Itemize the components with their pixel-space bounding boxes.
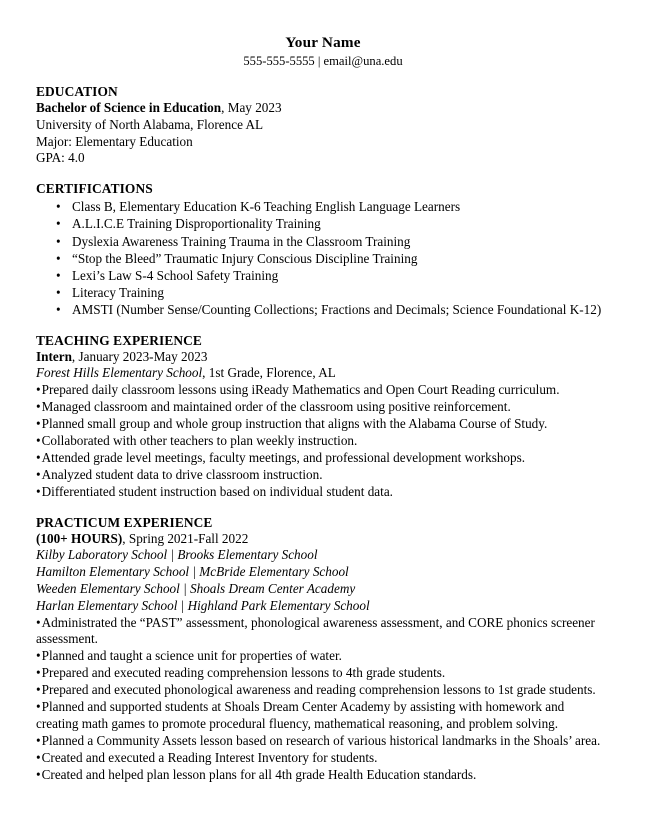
list-item	[36, 267, 610, 284]
teaching-role-date: , January 2023-May 2023	[71, 348, 208, 364]
candidate-name: Your Name	[285, 34, 361, 51]
duty-text: Created and executed a Reading Interest Inventory for students.	[41, 749, 378, 765]
contact-line: 555-555-5555 | email@una.edu	[243, 54, 403, 68]
duty-text: Prepared daily classroom lessons using iReady Mathematics and Open Court Reading curriculum.	[41, 382, 560, 398]
practicum-hours-line	[36, 531, 610, 548]
bullet-icon: •	[56, 199, 61, 215]
bullet-icon: •	[56, 233, 61, 249]
education-major: Major: Elementary Education	[36, 133, 193, 149]
bullet-icon: •	[36, 432, 41, 448]
practicum-school-line: Harlan Elementary School | Highland Park Elementary School	[36, 597, 370, 613]
education-degree: Bachelor of Science in Education	[36, 100, 222, 115]
bullet-icon: •	[36, 648, 41, 664]
teaching-school: Forest Hills Elementary School	[36, 365, 203, 381]
bullet-icon: •	[36, 399, 41, 415]
duty-text: Created and helped plan lesson plans for all 4th grade Health Education standards.	[41, 766, 477, 782]
list-item	[36, 665, 610, 682]
certification-text: Class B, Elementary Education K-6 Teaching English Language Learners	[72, 199, 461, 215]
practicum-school-line: Weeden Elementary School | Shoals Dream Center Academy	[36, 580, 356, 596]
bullet-icon: •	[56, 250, 61, 266]
bullet-icon: •	[36, 766, 41, 782]
bullet-icon: •	[36, 614, 41, 630]
duty-text: Planned and supported students at Shoals Dream Center Academy by assisting with homework and creating math games to promote procedural fluency, mathematical reasoning, and problem solving.	[36, 699, 565, 731]
teaching-experience-section-title: TEACHING EXPERIENCE	[36, 332, 202, 348]
duty-text: Managed classroom and maintained order of the classroom using positive reinforcement.	[41, 399, 511, 415]
duty-text: Planned and taught a science unit for properties of water.	[41, 648, 342, 664]
certification-text: Literacy Training	[72, 285, 164, 301]
education-section-title: EDUCATION	[36, 84, 118, 99]
list-item	[36, 215, 610, 232]
education-degree-date: , May 2023	[221, 100, 282, 115]
certifications-list	[36, 198, 610, 318]
education-section	[36, 83, 610, 167]
bullet-icon: •	[36, 416, 41, 432]
education-gpa: GPA: 4.0	[36, 150, 85, 166]
teaching-duties-list	[36, 382, 610, 500]
certification-text: Dyslexia Awareness Training Trauma in the Classroom Training	[72, 233, 411, 249]
list-item	[36, 648, 610, 665]
duty-text: Administrated the “PAST” assessment, phonological awareness assessment, and CORE phonics screener assessment.	[36, 614, 595, 647]
list-item	[36, 699, 610, 733]
practicum-hours: (100+ HOURS)	[36, 530, 123, 546]
bullet-icon: •	[36, 382, 41, 398]
list-item	[36, 233, 610, 250]
bullet-icon: •	[36, 466, 41, 482]
list-item	[36, 733, 610, 750]
practicum-experience-section-title: PRACTICUM EXPERIENCE	[36, 514, 213, 530]
education-institution: University of North Alabama, Florence AL	[36, 116, 264, 132]
list-item	[36, 284, 610, 301]
teaching-school-line	[36, 365, 610, 382]
list-item	[36, 382, 610, 399]
practicum-duties-list	[36, 615, 610, 784]
bullet-icon: •	[36, 483, 41, 499]
resume-header	[36, 33, 610, 69]
list-item	[36, 682, 610, 699]
list-item	[36, 250, 610, 267]
practicum-hours-date: , Spring 2021-Fall 2022	[122, 530, 249, 546]
duty-text: Collaborated with other teachers to plan weekly instruction.	[41, 432, 358, 448]
duty-text: Differentiated student instruction based on individual student data.	[41, 483, 393, 499]
duty-text: Planned a Community Assets lesson based on research of various historical landmarks in the Shoals’ area.	[41, 732, 601, 748]
practicum-school-line: Kilby Laboratory School | Brooks Elementary School	[36, 547, 318, 563]
certification-text: AMSTI (Number Sense/Counting Collections; Fractions and Decimals; Science Foundational K-12)	[72, 302, 602, 318]
list-item	[36, 399, 610, 416]
bullet-icon: •	[36, 682, 41, 698]
teaching-role: Intern	[36, 348, 72, 364]
bullet-icon: •	[36, 732, 41, 748]
bullet-icon: •	[36, 699, 41, 715]
certifications-section	[36, 180, 610, 318]
bullet-icon: •	[56, 268, 61, 283]
teaching-role-line	[36, 349, 610, 366]
bullet-icon: •	[36, 665, 41, 681]
certifications-section-title: CERTIFICATIONS	[36, 181, 153, 197]
education-degree-line	[36, 100, 610, 117]
duty-text: Prepared and executed reading comprehension lessons to 4th grade students.	[41, 665, 446, 681]
duty-text: Analyzed student data to drive classroom instruction.	[41, 466, 323, 482]
list-item	[36, 750, 610, 767]
practicum-experience-section	[36, 514, 610, 784]
certification-text: “Stop the Bleed” Traumatic Injury Conscious Discipline Training	[72, 250, 418, 266]
teaching-experience-section	[36, 332, 610, 501]
certification-text: Lexi’s Law S-4 School Safety Training	[72, 268, 279, 283]
bullet-icon: •	[56, 302, 61, 318]
duty-text: Planned small group and whole group instruction that aligns with the Alabama Course of Study.	[41, 416, 548, 432]
duty-text: Attended grade level meetings, faculty meetings, and professional development workshops.	[41, 449, 526, 465]
teaching-school-detail: , 1st Grade, Florence, AL	[202, 365, 336, 381]
list-item	[36, 416, 610, 433]
list-item	[36, 450, 610, 467]
list-item	[36, 484, 610, 501]
bullet-icon: •	[36, 449, 41, 465]
bullet-icon: •	[56, 216, 61, 232]
list-item	[36, 467, 610, 484]
practicum-school-line: Hamilton Elementary School | McBride Elementary School	[36, 564, 349, 580]
certification-text: A.L.I.C.E Training Disproportionality Training	[72, 216, 321, 232]
duty-text: Prepared and executed phonological awareness and reading comprehension lessons to 1st grade students.	[41, 682, 596, 698]
list-item	[36, 301, 610, 318]
list-item	[36, 198, 610, 215]
list-item	[36, 433, 610, 450]
list-item	[36, 615, 610, 649]
list-item	[36, 767, 610, 784]
bullet-icon: •	[56, 285, 61, 301]
bullet-icon: •	[36, 749, 41, 765]
